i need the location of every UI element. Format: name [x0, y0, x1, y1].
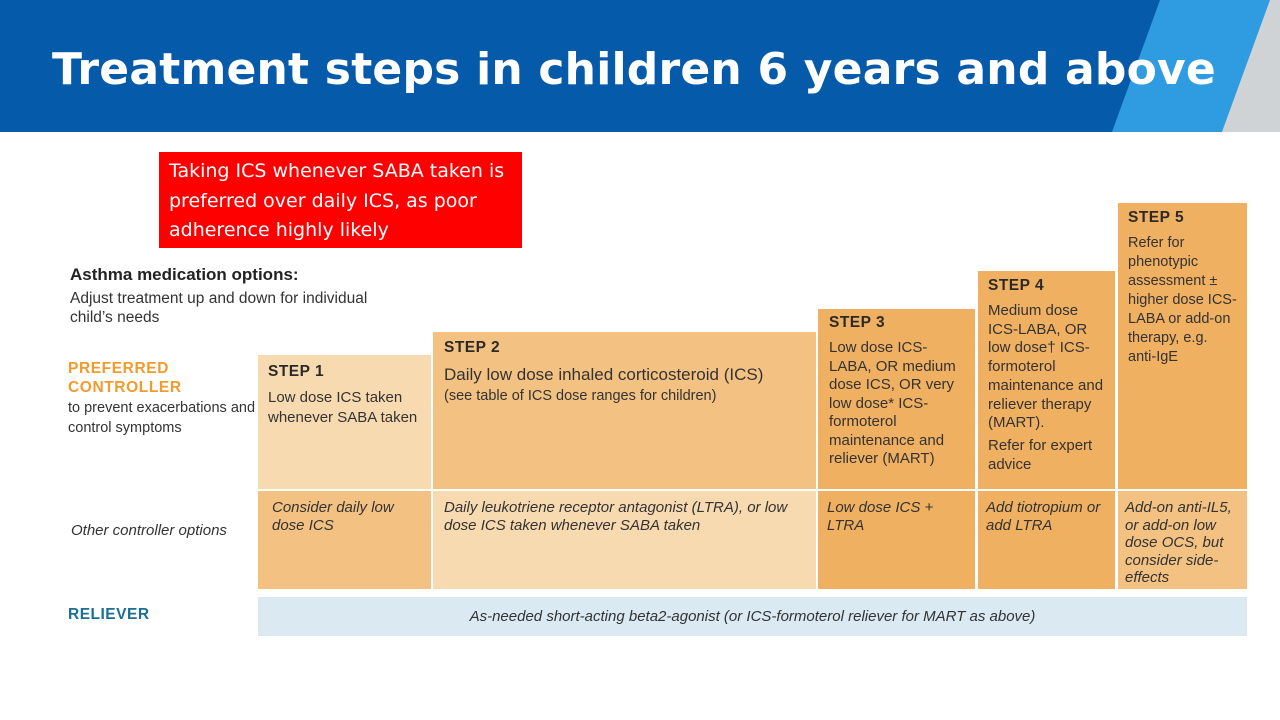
step-3-preferred: [818, 309, 975, 489]
reliever-label: RELIEVER: [68, 606, 150, 623]
options-title: Asthma medication options:: [70, 265, 299, 284]
step-5-preferred: [1118, 203, 1247, 489]
step-2-preferred-text: Daily low dose inhaled corticosteroid (ICS): [444, 365, 764, 384]
preferred-controller-description: to prevent exacerbations and control symptoms: [68, 400, 256, 436]
step-4-preferred: [978, 271, 1115, 489]
step-3-preferred-text: Low dose ICS-LABA, OR medium dose ICS, OR very low dose* ICS-formoterol maintenance and reliever (MART): [829, 339, 956, 467]
step-3-other-option: Low dose ICS + LTRA: [818, 491, 975, 589]
step-4-referral-text: Refer for expert advice: [988, 436, 1093, 474]
slide-title: Treatment steps in children 6 years and above: [52, 44, 1216, 95]
step-3-heading: STEP 3: [829, 314, 886, 331]
step-2-preferred: [433, 332, 816, 489]
step-1-preferred: [258, 355, 431, 489]
step-4-heading: STEP 4: [988, 277, 1045, 294]
slide-header: [0, 0, 1280, 132]
step-1-heading: STEP 1: [268, 363, 325, 380]
step-2-other-option: Daily leukotriene receptor antagonist (LTRA), or low dose ICS taken whenever SABA taken: [433, 491, 816, 589]
step-2-preferred-subtext: (see table of ICS dose ranges for children): [444, 388, 717, 404]
options-description: Adjust treatment up and down for individual child’s needs: [70, 290, 368, 326]
step-5-other-option: Add-on anti-IL5, or add-on low dose OCS, but consider side-effects: [1118, 491, 1247, 589]
callout-note: Taking ICS whenever SABA taken is preferred over daily ICS, as poor adherence highly likely: [159, 152, 522, 248]
step-4-other-option: Add tiotropium or add LTRA: [978, 491, 1115, 589]
reliever-bar: As-needed short-acting beta2-agonist (or ICS-formoterol reliever for MART as above): [258, 597, 1247, 636]
preferred-controller-label: PREFERRED CONTROLLER: [68, 360, 182, 396]
step-5-preferred-text: Refer for phenotypic assessment ± higher dose ICS-LABA or add-on therapy, e.g. anti-IgE: [1128, 235, 1237, 365]
step-5-heading: STEP 5: [1128, 209, 1185, 226]
step-4-preferred-text: Medium dose ICS-LABA, OR low dose† ICS-formoterol maintenance and reliever therapy (MART).: [988, 302, 1104, 432]
step-1-preferred-text: Low dose ICS taken whenever SABA taken: [268, 389, 418, 426]
step-2-heading: STEP 2: [444, 339, 501, 356]
other-controller-label: Other controller options: [71, 522, 227, 539]
step-1-other-option: Consider daily low dose ICS: [258, 491, 431, 589]
